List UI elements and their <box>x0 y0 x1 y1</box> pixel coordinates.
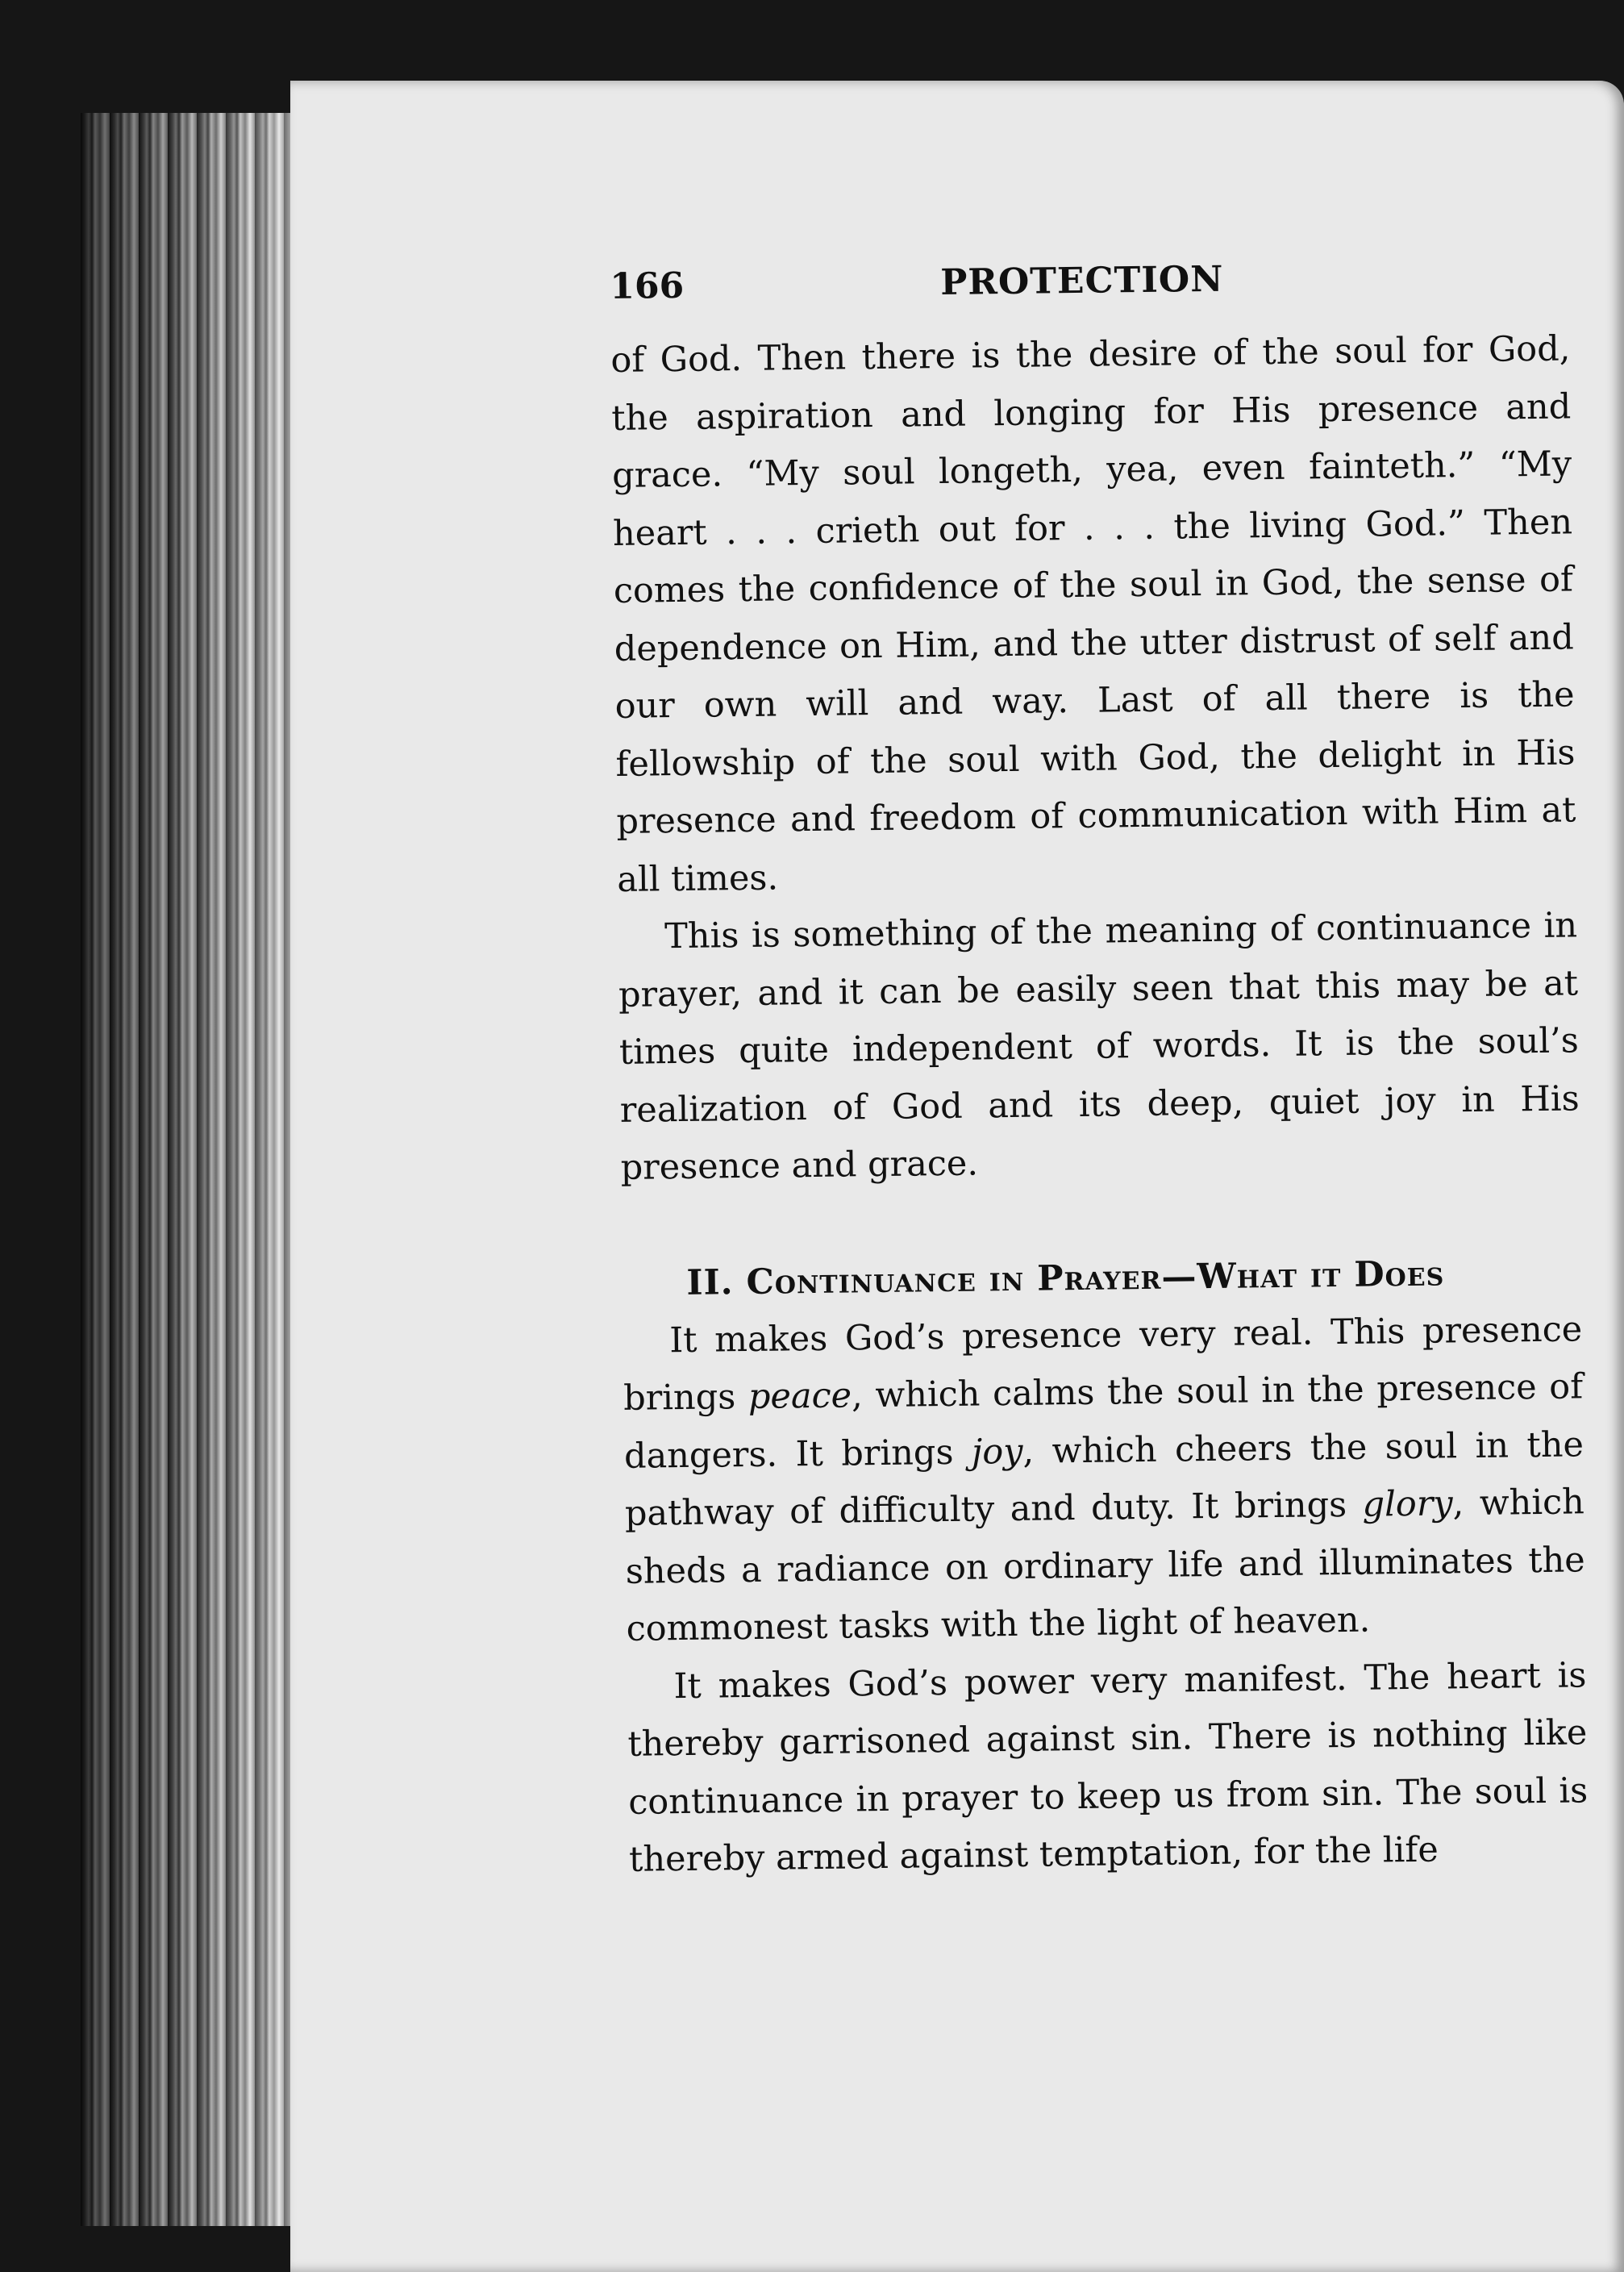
running-title: PROTECTION <box>939 258 1224 303</box>
paragraph-1: of God. Then there is the desire of the soul for God, the aspiration and longing for His presence and grace. “My soul longeth, yea, even fainteth.” “My heart . . . crieth out for . . . the living God.” Then comes the confidence of the soul in God, the sense of dependence on Him, and the utter distrust of self and our own will and way. Last of all there is the fellowship of the soul with God, the delight in His presence and freedom of communication with Him at all times. <box>610 328 1576 900</box>
paragraph-3-text-1: It makes God’s presence very real. This presence brings <box>623 1308 1583 1419</box>
paragraph-3-text-4: , which sheds a radiance on ordinary life and illuminates the commonest tasks with the light of heaven. <box>625 1482 1585 1649</box>
paragraph-3 <box>623 1301 1586 1659</box>
emphasis-joy: joy <box>971 1431 1023 1473</box>
section-heading: II. Continuance in Prayer—What it Does <box>686 1253 1445 1303</box>
paragraph-3-text-3: , which cheers the soul in the pathway of difficulty and duty. It brings <box>624 1424 1584 1534</box>
paragraph-2: This is something of the meaning of continuance in prayer, and it can be easily seen that this may be at times quite independent of words. It is the soul’s realization of God and its deep, quiet joy in His presence and grace. <box>618 905 1580 1188</box>
emphasis-glory: glory <box>1362 1483 1453 1525</box>
text-block <box>610 254 1589 1889</box>
page-edges <box>81 113 323 2226</box>
paragraph-3-text-2: , which calms the soul in the presence of dangers. It brings <box>623 1366 1584 1477</box>
page-number: 166 <box>610 265 685 307</box>
paragraph-4: It makes God’s power very manifest. The heart is thereby garrisoned against sin. There is nothing like continuance in prayer to keep us from sin. The soul is thereby armed against temptation, for the life <box>627 1654 1589 1880</box>
running-head <box>610 254 1570 323</box>
emphasis-peace: peace <box>747 1375 852 1418</box>
